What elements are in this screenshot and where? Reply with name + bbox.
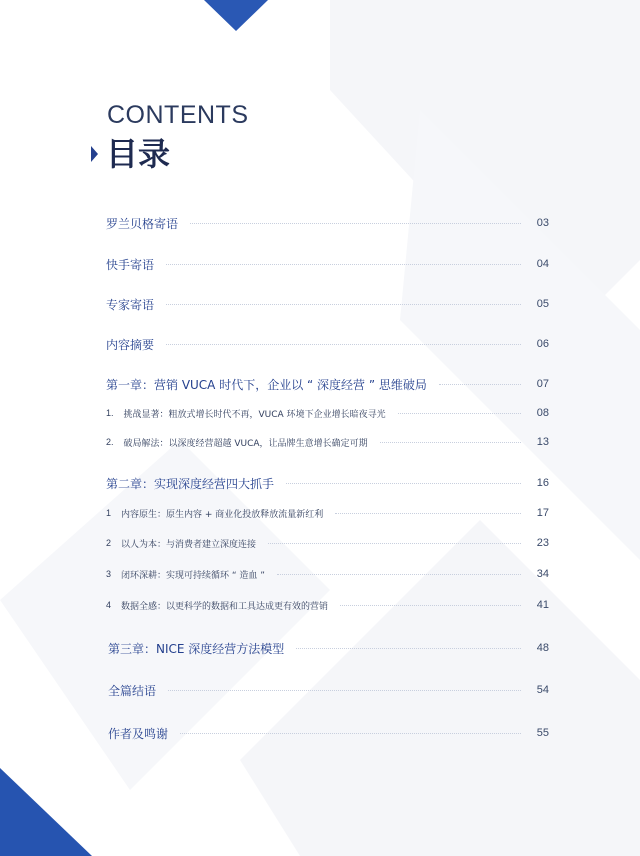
toc-page: 41 (536, 599, 549, 611)
leader-line (296, 648, 521, 649)
toc-label: 罗兰贝格寄语 (106, 216, 179, 231)
toc-label: 第一章：营销 VUCA 时代下，企业以 “ 深度经营 ” 思维破局 (106, 377, 427, 392)
toc-subentry[interactable] (106, 533, 549, 553)
toc-chapter-2[interactable] (106, 473, 549, 493)
toc-label: 数据全感：以更科学的数据和工具达成更有效的营销 (121, 601, 329, 612)
toc-page: 05 (536, 298, 549, 310)
toc-entry[interactable] (106, 254, 549, 274)
leader-line (190, 223, 521, 224)
contents-label: CONTENTS (107, 101, 249, 129)
toc-number: 2 (106, 538, 112, 548)
leader-line (286, 483, 521, 484)
toc-label: 第二章：实现深度经营四大抓手 (106, 476, 275, 491)
leader-line (340, 605, 521, 606)
toc-chapter-3[interactable] (108, 638, 549, 658)
toc-page: 07 (536, 378, 549, 390)
leader-line (277, 574, 521, 575)
leader-line (268, 543, 521, 544)
leader-line (398, 413, 521, 414)
toc-entry[interactable] (108, 680, 549, 700)
toc-subentry[interactable] (106, 403, 549, 423)
toc-page: 03 (536, 217, 549, 229)
page-title: 目录 (106, 135, 171, 173)
toc-label: 专家寄语 (106, 297, 155, 312)
toc-label: 闭环深耕：实现可持续循环 “ 造血 ” (121, 570, 265, 581)
toc-label: 全篇结语 (108, 683, 157, 698)
leader-line (180, 733, 521, 734)
toc-label: 破局解法：以深度经营超越 VUCA，让品牌生意增长确定可期 (123, 438, 368, 449)
toc-page: 23 (536, 537, 549, 549)
toc-page: 08 (536, 407, 549, 419)
leader-line (168, 690, 521, 691)
toc-page: 48 (536, 642, 549, 654)
toc-page: 34 (536, 568, 549, 580)
toc-page: 16 (536, 477, 549, 489)
toc-number: 4 (106, 600, 112, 610)
leader-line (166, 304, 521, 305)
leader-line (335, 513, 521, 514)
toc-subentry[interactable] (106, 503, 549, 523)
toc-page: 06 (536, 338, 549, 350)
toc-entry[interactable] (106, 213, 549, 233)
toc-page: 13 (536, 436, 549, 448)
toc-page: 04 (536, 258, 549, 270)
toc-label: 挑战显著：粗放式增长时代不再，VUCA 环境下企业增长暗夜寻光 (123, 409, 386, 420)
toc-page: 17 (536, 507, 549, 519)
toc-subentry[interactable] (106, 564, 549, 584)
toc-entry[interactable] (106, 334, 549, 354)
toc-label: 作者及鸣谢 (108, 726, 169, 741)
toc-label: 以人为本：与消费者建立深度连接 (121, 539, 257, 550)
toc-subentry[interactable] (106, 595, 549, 615)
toc-page: 54 (536, 684, 549, 696)
toc-chapter-1[interactable] (106, 374, 549, 394)
leader-line (380, 442, 521, 443)
toc-number: 3 (106, 569, 112, 579)
leader-line (439, 384, 521, 385)
toc-number: 2. (106, 437, 114, 447)
toc-page: 55 (536, 727, 549, 739)
leader-line (166, 344, 521, 345)
toc-number: 1 (106, 508, 112, 518)
toc-entry[interactable] (108, 723, 549, 743)
toc-label: 内容摘要 (106, 337, 155, 352)
toc-label: 第三章：NICE 深度经营方法模型 (108, 641, 285, 656)
toc-number: 1. (106, 408, 114, 418)
leader-line (166, 264, 521, 265)
toc-label: 快手寄语 (106, 257, 155, 272)
toc-subentry[interactable] (106, 432, 549, 452)
toc-entry[interactable] (106, 294, 549, 314)
toc-label: 内容原生：原生内容 + 商业化投放释放流量新红利 (121, 509, 324, 520)
